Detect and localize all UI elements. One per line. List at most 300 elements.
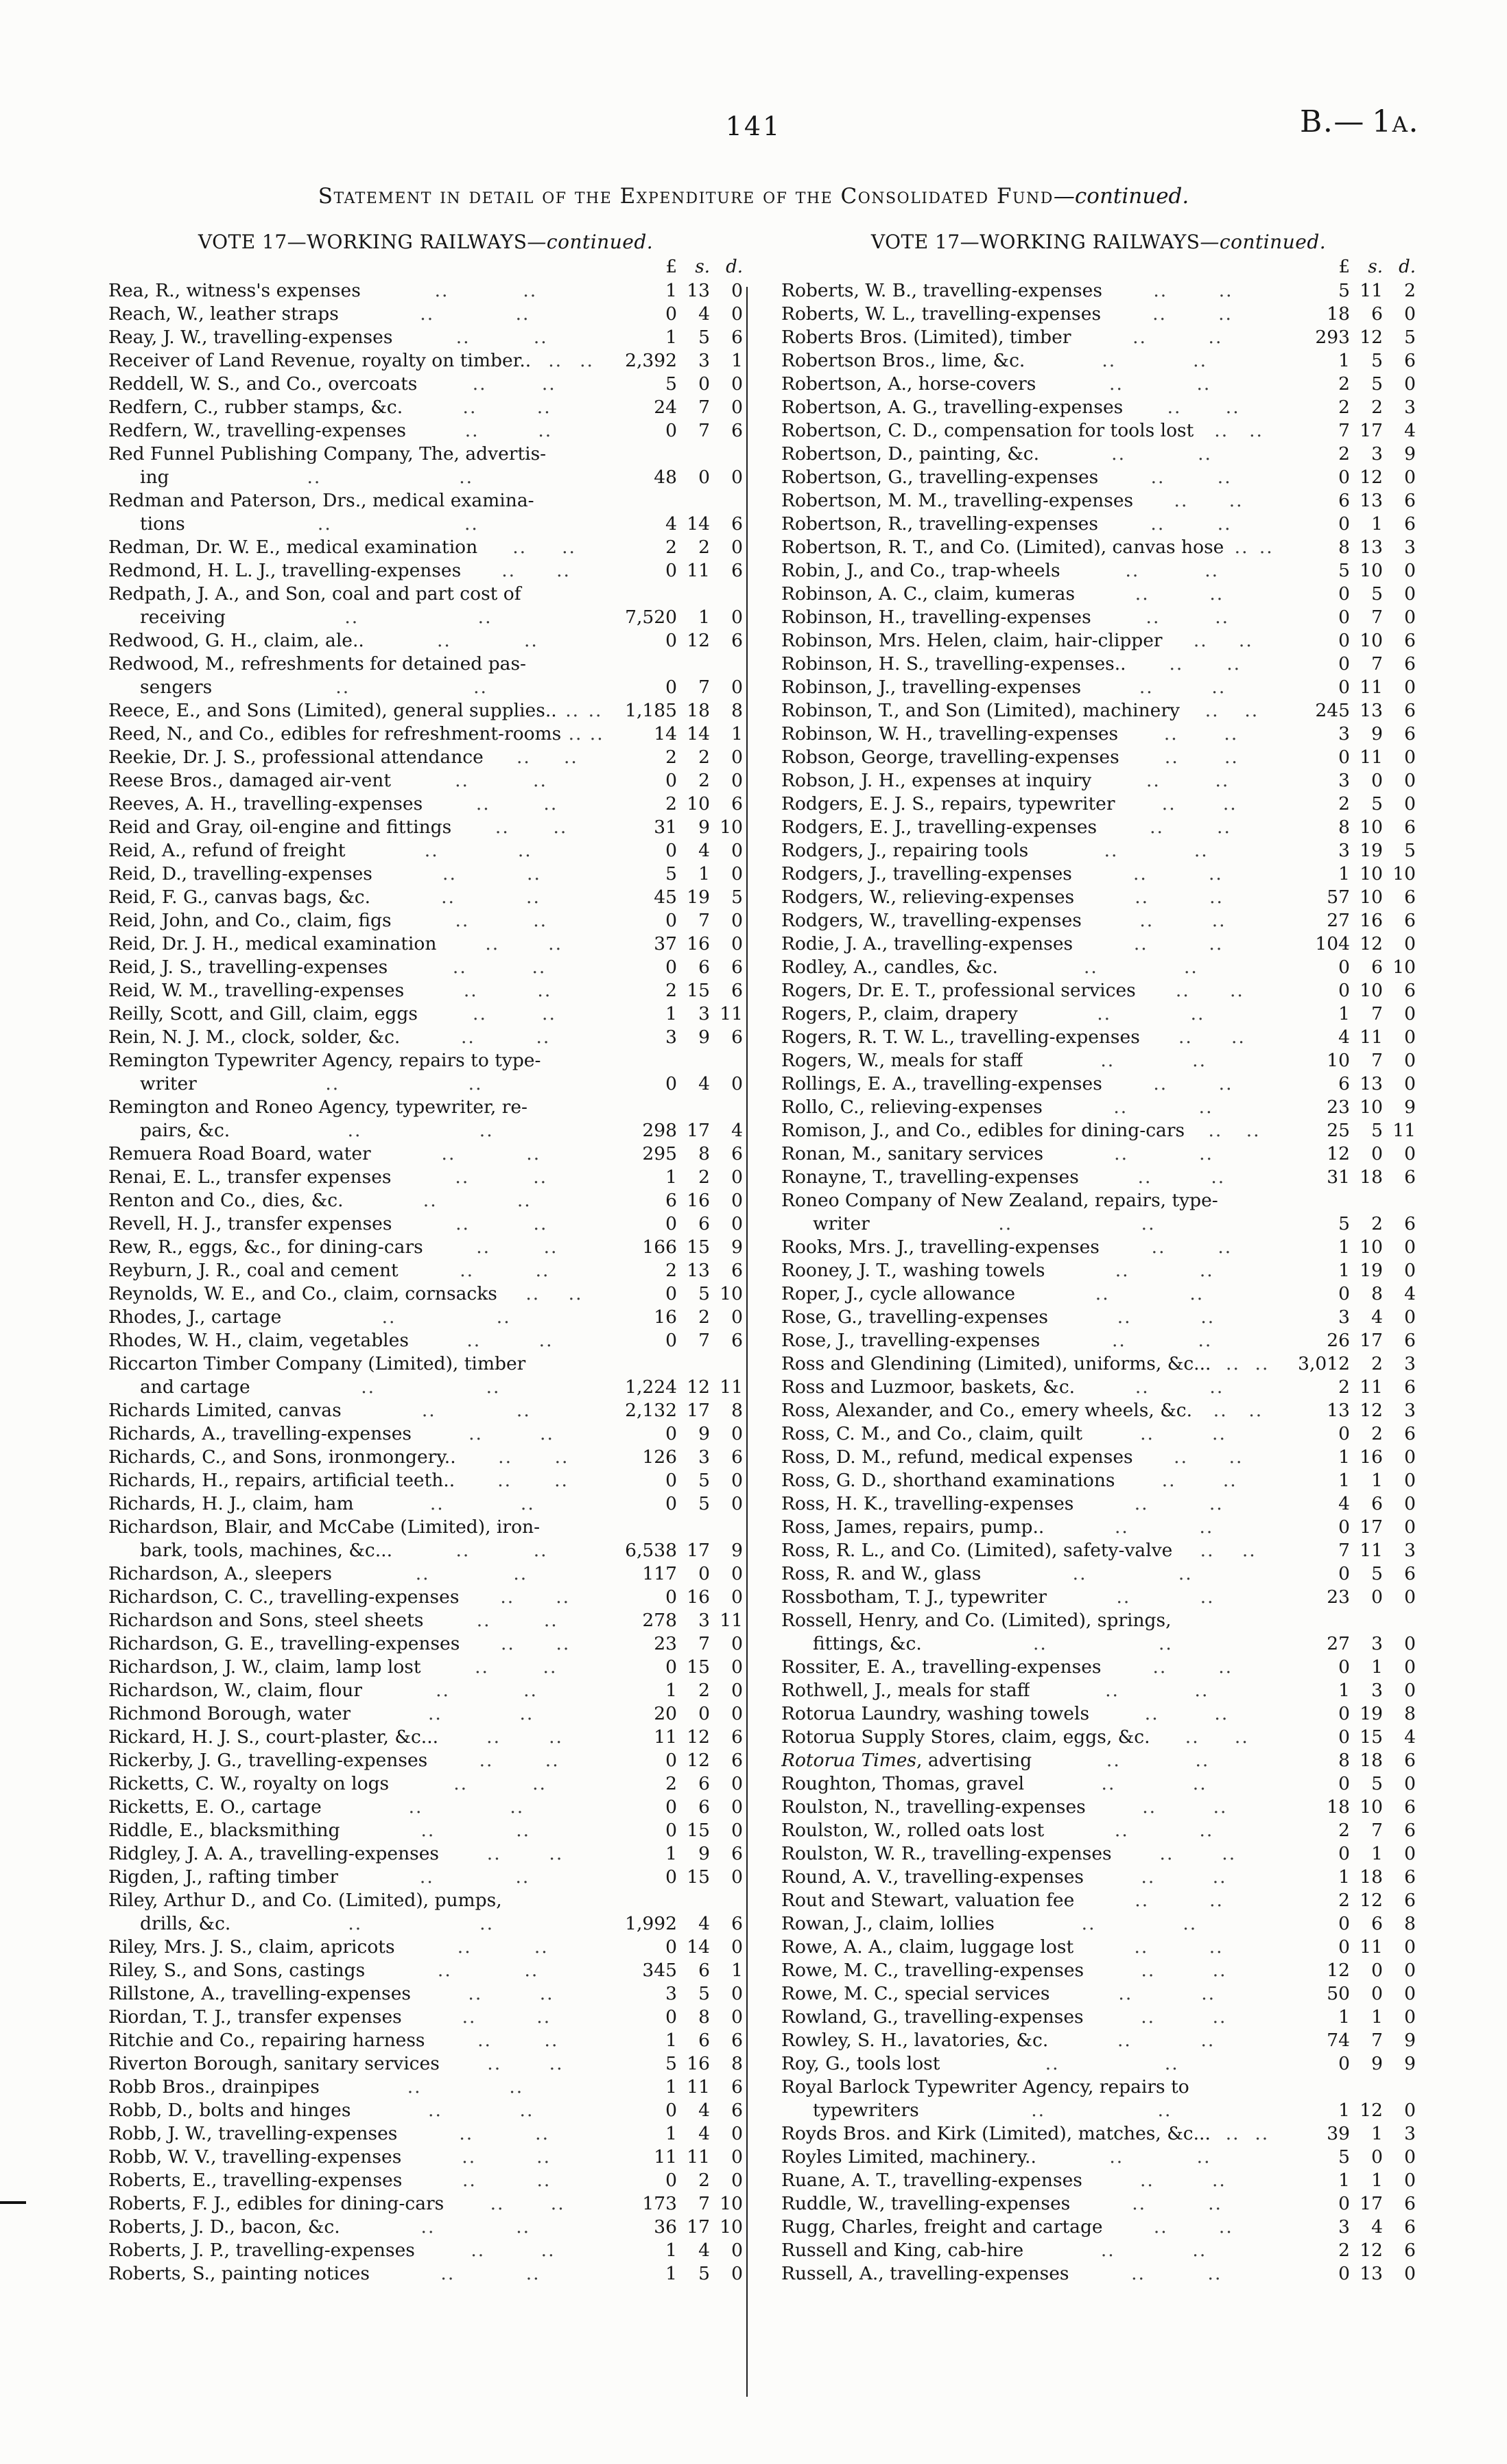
leader-dots: ..	[1150, 817, 1164, 838]
amount-pounds: 1,185	[625, 700, 677, 721]
amount-pounds: 1	[665, 280, 677, 301]
amount-pounds: 3	[1338, 1306, 1350, 1328]
amount-shillings: 17	[687, 2216, 710, 2238]
amount-pounds: 4	[1338, 1493, 1350, 1514]
amount-pounds: 8	[1338, 1750, 1350, 1771]
leader-dots: ..	[1231, 1026, 1246, 1048]
payee-name: Robinson, A. C., claim, kumeras	[781, 583, 1076, 605]
dot-leader	[870, 1212, 1284, 1236]
amount-shillings: 1	[1371, 2170, 1383, 2191]
leader-dots: ..	[1164, 747, 1179, 768]
leader-dots: ..	[1183, 1913, 1198, 1934]
payee-name: Reach, W., leather straps	[108, 303, 339, 325]
amount-shillings: 17	[1360, 420, 1383, 441]
amount-pence: 0	[1404, 1843, 1416, 1864]
payee-name: Ridgley, J. A. A., travelling-expenses	[108, 1843, 440, 1864]
amount-pence: 3	[1404, 2123, 1416, 2144]
ledger-row	[781, 373, 1416, 396]
amount-shillings: 12	[687, 630, 710, 651]
leader-dots: ..	[1116, 1586, 1131, 1608]
ledger-row	[108, 1259, 743, 1282]
ledger-column-left	[108, 231, 743, 2286]
ledger-row	[781, 1912, 1416, 1936]
ledger-row	[781, 1236, 1416, 1259]
dot-leader	[444, 2192, 611, 2216]
leader-dots: ..	[1135, 583, 1150, 605]
payee-name: Rew, R., eggs, &c., for dining-cars	[108, 1236, 423, 1258]
leader-dots: ..	[460, 1026, 475, 1048]
amount-pence: 8	[1404, 1703, 1416, 1724]
leader-dots: ..	[486, 1843, 501, 1864]
amount-pence: 1	[731, 350, 743, 371]
amount-pence: 0	[731, 2006, 743, 2028]
ledger-row	[108, 1842, 743, 1866]
leader-dots: ..	[1185, 1726, 1200, 1748]
amount-pence: 6	[1404, 350, 1416, 371]
amount-shillings: 2	[698, 1306, 710, 1328]
dot-leader	[455, 1469, 611, 1492]
ledger-row	[108, 1049, 743, 1072]
payee-name: Robinson, Mrs. Helen, claim, hair-clipper	[781, 630, 1163, 651]
amount-pence: 9	[1404, 2053, 1416, 2074]
ledger-row	[781, 1072, 1416, 1096]
amount-pence: 0	[1404, 1960, 1416, 1981]
amount-pence: 6	[731, 420, 743, 441]
amount-shillings: 7	[698, 2193, 710, 2214]
amount-shillings: 1	[1371, 1843, 1383, 1864]
amount-pounds: 0	[665, 1656, 677, 1678]
amount-pence: 0	[731, 1773, 743, 1794]
leader-dots: ..	[1214, 420, 1229, 441]
ledger-row	[781, 1982, 1416, 2006]
amount-shillings: 0	[1371, 1983, 1383, 2004]
amount-pounds: 31	[1327, 1166, 1350, 1188]
amount-pence: 0	[1404, 2170, 1416, 2191]
leader-dots: ..	[344, 607, 359, 628]
leader-dots: ..	[523, 630, 538, 651]
payee-name: Rowan, J., claim, lollies	[781, 1913, 995, 1934]
ledger-row	[781, 1376, 1416, 1399]
dot-leader	[1194, 419, 1284, 443]
ledger-row	[108, 2076, 743, 2099]
amount-shillings: 0	[1371, 1143, 1383, 1164]
amount-pounds: 23	[1327, 1096, 1350, 1118]
vote-heading	[108, 231, 743, 253]
ledger-row	[781, 1702, 1416, 1726]
payee-name: Rossbotham, T. J., typewriter	[781, 1586, 1047, 1608]
leader-dots: ..	[1137, 1166, 1152, 1188]
leader-dots: ..	[1212, 2006, 1227, 2028]
leader-dots: ..	[468, 1423, 483, 1444]
amount-shillings: 2	[698, 2170, 710, 2191]
ledger-row	[108, 746, 743, 769]
amount-pence: 0	[731, 910, 743, 931]
amount-pence: 9	[1404, 1096, 1416, 1118]
leader-dots: ..	[510, 1796, 525, 1818]
dot-leader	[1074, 1889, 1284, 1912]
amount-pounds: 1	[665, 1003, 677, 1024]
leader-dots: ..	[1211, 910, 1226, 931]
ledger-rows	[781, 279, 1416, 2286]
amount-shillings: 1	[1371, 513, 1383, 535]
dot-leader	[1071, 326, 1285, 349]
amount-shillings: 1	[1371, 2006, 1383, 2028]
leader-dots: ..	[1190, 1003, 1205, 1024]
ledger-row	[781, 1586, 1416, 1609]
leader-dots: ..	[490, 2193, 505, 2214]
dot-leader	[354, 1492, 611, 1516]
amount-pounds: 8	[1338, 537, 1350, 558]
amount-pence: 6	[1404, 1376, 1416, 1398]
dot-leader	[423, 1236, 611, 1259]
ledger-row	[108, 629, 743, 653]
ledger-row	[781, 1306, 1416, 1329]
leader-dots: ..	[1125, 560, 1140, 581]
amount-shillings: 5	[698, 1470, 710, 1491]
payee-name: Ricketts, C. W., royalty on logs	[108, 1773, 390, 1794]
leader-dots: ..	[1229, 980, 1244, 1001]
payee-name: Richardson, C. C., travelling-expenses	[108, 1586, 460, 1608]
ledger-row	[781, 1609, 1416, 1632]
leader-dots: ..	[437, 1960, 452, 1981]
amount-pence: 6	[731, 1330, 743, 1351]
leader-dots: ..	[1114, 1820, 1129, 1841]
leader-dots: ..	[533, 1213, 548, 1234]
amount-pounds: 3	[665, 1983, 677, 2004]
amount-pence: 3	[1404, 537, 1416, 558]
dot-leader	[399, 1259, 611, 1282]
leader-dots: ..	[1169, 653, 1184, 674]
payee-name: Russell, A., travelling-expenses	[781, 2263, 1069, 2284]
statement-title-continued: —continued.	[1053, 184, 1189, 209]
payee-name: Rein, N. J. M., clock, solder, &c.	[108, 1026, 401, 1048]
ledger-row-continuation	[781, 2099, 1416, 2122]
leader-dots: ..	[1205, 700, 1220, 721]
amount-pence: 6	[1404, 723, 1416, 744]
ledger-row	[781, 746, 1416, 769]
amount-pence: 0	[731, 1796, 743, 1818]
leader-dots: ..	[486, 1376, 501, 1398]
amount-pounds: 2	[665, 980, 677, 1001]
vote-heading	[781, 231, 1416, 253]
amount-pounds: 12	[1327, 1143, 1350, 1164]
payee-name: Reynolds, W. E., and Co., claim, cornsacks	[108, 1283, 497, 1304]
leader-dots: ..	[533, 1540, 548, 1561]
amount-pence: 6	[731, 560, 743, 581]
dot-leader	[1081, 676, 1284, 699]
amount-pounds: 0	[665, 1330, 677, 1351]
leader-dots: ..	[1163, 723, 1178, 744]
amount-pounds: 1	[1338, 1260, 1350, 1281]
section-ref: B.— 1a.	[1300, 104, 1419, 139]
amount-shillings: 4	[698, 1913, 710, 1934]
dot-leader	[940, 2052, 1284, 2076]
leader-dots: ..	[1208, 1120, 1223, 1141]
amount-pounds: 5	[1338, 280, 1350, 301]
amount-pounds: 18	[1327, 303, 1350, 325]
leader-dots: ..	[533, 910, 548, 931]
leader-dots: ..	[479, 1913, 495, 1934]
amount-shillings: 4	[698, 2240, 710, 2261]
payee-name: fittings, &c.	[813, 1633, 922, 1654]
amount-shillings: 15	[1360, 1726, 1383, 1748]
leader-dots: ..	[1133, 863, 1148, 884]
amount-pence: 6	[1404, 1750, 1416, 1771]
ledger-row	[108, 1679, 743, 1702]
amount-pounds: 20	[654, 1703, 677, 1724]
dot-leader	[1043, 1096, 1284, 1119]
amount-pence: 0	[1404, 1446, 1416, 1468]
ledger-row	[108, 1329, 743, 1352]
amount-pence: 0	[1404, 2006, 1416, 2028]
dot-leader	[1018, 1002, 1284, 1026]
amount-shillings: 5	[1371, 793, 1383, 814]
dot-leader	[1048, 1306, 1284, 1329]
amount-shillings: 11	[1360, 1936, 1383, 1958]
ledger-row	[108, 1889, 743, 1912]
dot-leader	[1044, 1516, 1284, 1539]
dot-leader	[1045, 1259, 1285, 1282]
payee-name: Reid, Dr. J. H., medical examination	[108, 933, 437, 954]
payee-name: Rose, G., travelling-expenses	[781, 1306, 1048, 1328]
amount-pence: 6	[1404, 2216, 1416, 2238]
amount-pence: 6	[1404, 1213, 1416, 1234]
payee-name: Rotorua Supply Stores, claim, eggs, &c.	[781, 1726, 1150, 1748]
ledger-row	[781, 1796, 1416, 1819]
dot-leader	[1102, 1072, 1284, 1096]
ledger-row	[108, 956, 743, 979]
amount-shillings: 7	[1371, 607, 1383, 628]
dot-leader	[484, 746, 611, 769]
ledger-row	[781, 1726, 1416, 1749]
amount-shillings: 5	[1371, 583, 1383, 605]
leader-dots: ..	[1118, 1983, 1133, 2004]
amount-pence: 0	[731, 1306, 743, 1328]
payee-name: Reddell, W. S., and Co., overcoats	[108, 373, 418, 395]
ledger-row	[108, 653, 743, 676]
ledger-row	[781, 1889, 1416, 1912]
amount-pounds: 5	[1338, 1213, 1350, 1234]
leader-dots: ..	[317, 513, 332, 535]
dot-leader	[406, 419, 611, 443]
ledger-row	[781, 1772, 1416, 1796]
leader-dots: ..	[554, 1446, 569, 1468]
leader-dots: ..	[1157, 2100, 1172, 2121]
ledger-row	[108, 1936, 743, 1959]
payee-name: Roberts, W. B., travelling-expenses	[781, 280, 1102, 301]
amount-pounds: 0	[665, 1796, 677, 1818]
leader-dots: ..	[580, 350, 594, 371]
amount-shillings: 18	[687, 700, 710, 721]
amount-pounds: 2	[665, 747, 677, 768]
amount-pence: 0	[1404, 1936, 1416, 1958]
amount-shillings: 2	[698, 537, 710, 558]
ledger-row	[781, 2052, 1416, 2076]
dot-leader	[461, 559, 611, 583]
leader-dots: ..	[500, 1633, 515, 1654]
leader-dots: ..	[1104, 840, 1119, 861]
ledger-row	[781, 909, 1416, 932]
leader-dots: ..	[1238, 630, 1253, 651]
amount-shillings: 13	[1360, 537, 1383, 558]
leader-dots: ..	[407, 2076, 422, 2098]
amount-pounds: 23	[1327, 1586, 1350, 1608]
ledger-row-continuation	[108, 676, 743, 699]
dot-leader	[392, 326, 611, 349]
amount-pence: 0	[731, 1423, 743, 1444]
payee-name: Reeves, A. H., travelling-expenses	[108, 793, 423, 814]
ledger-row	[781, 1142, 1416, 1166]
ledger-row	[781, 2192, 1416, 2216]
payee-name: Reid, W. M., travelling-expenses	[108, 980, 405, 1001]
money-header-shillings: s.	[1368, 257, 1383, 277]
payee-name: Rogers, W., meals for staff	[781, 1050, 1023, 1071]
ledger-row	[108, 2192, 743, 2216]
dot-leader	[392, 1539, 611, 1562]
amount-pounds: 2	[665, 537, 677, 558]
ledger-row-continuation	[781, 1212, 1416, 1236]
leader-dots: ..	[1081, 1913, 1096, 1934]
amount-pounds: 2	[1338, 443, 1350, 465]
ledger-row	[781, 1516, 1416, 1539]
dot-leader	[1015, 1282, 1284, 1306]
ledger-row	[108, 2052, 743, 2076]
leader-dots: ..	[1218, 1073, 1233, 1094]
leader-dots: ..	[1212, 1423, 1226, 1444]
amount-pence: 8	[731, 2053, 743, 2074]
amount-shillings: 3	[1371, 443, 1383, 465]
ledger-row	[108, 1189, 743, 1212]
leader-dots: ..	[475, 1656, 489, 1678]
amount-pence: 0	[1404, 1656, 1416, 1678]
payee-name: Ross and Glendining (Limited), uniforms, &c...	[781, 1353, 1211, 1374]
amount-pence: 0	[1404, 2100, 1416, 2121]
money-header-shillings: s.	[695, 257, 710, 277]
amount-shillings: 12	[1360, 2240, 1383, 2261]
leader-dots: ..	[1200, 1540, 1215, 1561]
amount-pence: 3	[1404, 1353, 1416, 1374]
amount-shillings: 9	[698, 817, 710, 838]
amount-pence: 4	[1404, 1283, 1416, 1304]
amount-pence: 0	[731, 1470, 743, 1491]
leader-dots: ..	[513, 1563, 528, 1584]
payee-name: Redfern, C., rubber stamps, &c.	[108, 397, 403, 418]
dot-leader	[998, 956, 1284, 979]
leader-dots: ..	[1225, 397, 1240, 418]
payee-name: pairs, &c.	[140, 1120, 230, 1141]
amount-pence: 0	[731, 770, 743, 791]
leader-dots: ..	[1198, 1096, 1213, 1118]
payee-name: Ross, R. L., and Co. (Limited), safety-valve	[781, 1540, 1173, 1561]
ledger-row	[781, 536, 1416, 559]
leader-dots: ..	[441, 887, 455, 908]
leader-dots: ..	[429, 1493, 444, 1514]
dot-leader	[477, 536, 611, 559]
dot-leader	[1074, 886, 1284, 909]
ledger-row	[781, 1259, 1416, 1282]
amount-shillings: 15	[687, 1236, 710, 1258]
amount-shillings: 7	[1371, 1050, 1383, 1071]
dot-leader	[995, 1912, 1284, 1936]
leader-dots: ..	[543, 793, 558, 814]
leader-dots: ..	[472, 373, 487, 395]
leader-dots: ..	[1153, 1073, 1168, 1094]
dot-leader	[1028, 839, 1284, 863]
leader-dots: ..	[523, 1680, 538, 1701]
dot-leader	[1115, 1469, 1285, 1492]
amount-pounds: 57	[1327, 887, 1350, 908]
amount-shillings: 17	[687, 1120, 710, 1141]
payee-name: Roulston, N., travelling-expenses	[781, 1796, 1086, 1818]
ledger-row	[781, 559, 1416, 583]
leader-dots: ..	[457, 1936, 472, 1958]
dot-leader	[1112, 1842, 1284, 1866]
amount-pence: 0	[1404, 583, 1416, 605]
payee-name: Riley, S., and Sons, castings	[108, 1960, 366, 1981]
amount-shillings: 2	[1371, 1213, 1383, 1234]
leader-dots: ..	[524, 1960, 539, 1981]
amount-pence: 6	[1404, 1796, 1416, 1818]
ledger-row-continuation	[781, 1632, 1416, 1656]
ledger-row	[781, 1866, 1416, 1889]
leader-dots: ..	[1150, 513, 1165, 535]
leader-dots: ..	[462, 2170, 477, 2191]
amount-pence: 6	[731, 957, 743, 978]
leader-dots: ..	[1199, 1143, 1213, 1164]
amount-pounds: 0	[1338, 1773, 1350, 1794]
leader-dots: ..	[1192, 1773, 1207, 1794]
payee-name: Redmond, H. L. J., travelling-expenses	[108, 560, 462, 581]
leader-dots: ..	[543, 1236, 558, 1258]
dot-leader	[1084, 1959, 1284, 1982]
ledger-row	[108, 2239, 743, 2262]
amount-pence: 6	[1404, 700, 1416, 721]
leader-dots: ..	[335, 677, 351, 698]
money-header-pounds: £	[1338, 257, 1350, 277]
dot-leader	[425, 2029, 611, 2052]
amount-pounds: 0	[1338, 467, 1350, 488]
ledger-row	[108, 1656, 743, 1679]
dot-leader	[1123, 396, 1284, 419]
leader-dots: ..	[453, 1773, 468, 1794]
ledger-row	[781, 1562, 1416, 1586]
amount-shillings: 12	[1360, 1400, 1383, 1421]
dot-leader	[338, 1866, 611, 1889]
dot-leader	[1140, 1026, 1284, 1049]
leader-dots: ..	[553, 817, 568, 838]
dot-leader	[1073, 1492, 1284, 1516]
leader-dots: ..	[535, 2123, 550, 2144]
amount-pounds: 10	[1327, 1050, 1350, 1071]
ledger-row	[108, 2169, 743, 2192]
leader-dots: ..	[1218, 1656, 1233, 1678]
dot-leader	[392, 909, 611, 932]
leader-dots: ..	[1146, 770, 1161, 791]
amount-pence: 6	[731, 1726, 743, 1748]
amount-shillings: 5	[1371, 1120, 1383, 1141]
leader-dots: ..	[1072, 1563, 1087, 1584]
payee-name: Robertson, M. M., travelling-expenses	[781, 490, 1134, 511]
amount-pounds: 5	[665, 863, 677, 884]
amount-pounds: 2	[1338, 397, 1350, 418]
amount-pounds: 2	[1338, 1820, 1350, 1841]
ledger-row-continuation	[108, 1912, 743, 1936]
leader-dots: ..	[1032, 1633, 1047, 1654]
payee-name: Robin, J., and Co., trap-wheels	[781, 560, 1060, 581]
dot-leader	[372, 863, 611, 886]
leader-dots: ..	[1218, 1236, 1233, 1258]
leader-dots: ..	[556, 1586, 571, 1608]
